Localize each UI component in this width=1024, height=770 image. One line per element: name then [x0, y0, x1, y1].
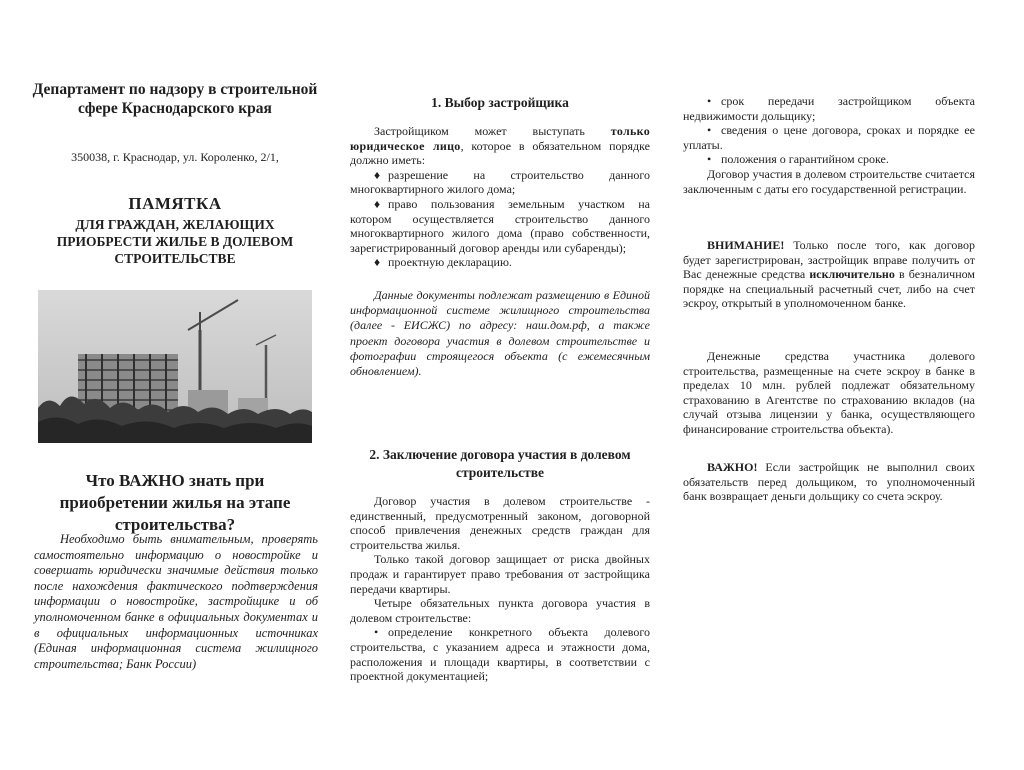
important-heading: Что ВАЖНО знать при приобретении жилья на этапе строительства? [59, 471, 291, 534]
department-address: 350038, г. Краснодар, ул. Короленко, 2/1, [71, 150, 279, 164]
intro-paragraph: Необходимо быть внимательным, проверять самостоятельно информацию о новостройке и совершать юридически значимые действия только после нахождения фактического подтверждения информации о новостройке, застройщике и об уполномоченном банке в официальных документах и в официальных информационных источниках (Единая информационная система жилищного строительства; Банк России) [34, 532, 318, 671]
construction-site-photo [38, 290, 312, 443]
contract-point-deadline: срок передачи застройщиком объекта недвижимости дольщику; [683, 94, 975, 123]
contract-points-intro: Четыре обязательных пункта договора участия в долевом строительстве: [350, 596, 650, 625]
requirement-declaration: проектную декларацию. [388, 255, 512, 270]
attention-text-c: в безналичном порядке на специальный расчетный счет, либо на счет эскроу, открытый в уполномоченном банке. [683, 267, 975, 311]
construction-photo-svg [38, 290, 312, 443]
list-item [350, 255, 650, 270]
section-2-heading: 2. Заключение договора участия в долевом строительстве [369, 447, 631, 480]
dot-bullet-icon: • [707, 94, 712, 108]
contract-point-warranty: положения о гарантийном сроке. [721, 152, 889, 167]
list-item [350, 168, 650, 197]
section-1-body [350, 124, 650, 379]
list-item [683, 94, 975, 123]
contract-definition-paragraph: Договор участия в долевом строительстве - единственный, предусмотренный законом, договорной способ привлечения денежных средств граждан для строительства жилья. [350, 494, 650, 552]
eisjs-note: Данные документы подлежат размещению в Единой информационной системе жилищного строительства (далее - ЕИСЖС) по адресу: наш.дом.рф, а также проект договора участия в долевом строительстве и фотографии строящегося объекта (с ежемесячным обновлением). [350, 287, 650, 378]
contract-point-object: определение конкретного объекта долевого строительства, с указанием адреса и этажности дома, расположения и площади квартиры, в соответствии с проектной документацией; [350, 625, 650, 684]
section-2-body [350, 494, 650, 684]
memo-title: ПАМЯТКА [128, 194, 222, 213]
developer-requirements-paragraph [350, 124, 650, 168]
memo-subtitle: ДЛЯ ГРАЖДАН, ЖЕЛАЮЩИХ ПРИОБРЕСТИ ЖИЛЬЕ В ДОЛЕВОМ СТРОИТЕЛЬСТВЕ [56, 217, 294, 266]
important-paragraph [683, 460, 975, 504]
dot-bullet-icon: • [707, 152, 712, 167]
diamond-bullet-icon: ♦ [374, 167, 381, 182]
dot-bullet-icon: • [707, 123, 712, 138]
attention-text-a: Только после того, как договор будет зарегистрирован, застройщик вправе получить от Вас денежные средства [683, 238, 975, 282]
requirement-land-rights: право пользования земельным участком на котором осуществляется строительство данного многоквартирного жилого дома (право собственности, зарегистрированный договор аренды или субаренды); [350, 196, 650, 255]
important-text: Если застройщик не выполнил своих обязательств перед дольщиком, то уполномоченный банк возвращает деньги дольщику со счета эскроу. [683, 460, 975, 504]
contract-points-continued [683, 94, 975, 196]
registration-paragraph: Договор участия в долевом строительстве считается заключенным с даты его государственной регистрации. [683, 166, 975, 196]
department-name: Департамент по надзору в строительной сфере Краснодарского края [32, 81, 318, 117]
diamond-bullet-icon: ♦ [374, 196, 381, 211]
requirement-permit: разрешение на строительство данного многоквартирного жилого дома; [350, 167, 650, 197]
attention-paragraph [683, 238, 975, 311]
list-item [683, 152, 975, 167]
section-1-heading: 1. Выбор застройщика [431, 95, 569, 110]
legal-entity-emphasis: только юридическое лицо [350, 124, 650, 153]
diamond-bullet-icon: ♦ [374, 255, 381, 270]
dot-bullet-icon: • [374, 625, 379, 640]
list-item [350, 625, 650, 683]
developer-requirements-text-c: , которое в обязательном порядке должно иметь: [350, 138, 650, 168]
contract-protection-paragraph: Только такой договор защищает от риска двойных продаж и гарантирует право требования от застройщика передачи квартиры. [350, 552, 650, 596]
list-item [683, 123, 975, 152]
insurance-paragraph: Денежные средства участника долевого строительства, размещенные на счете эскроу в банке в пределах 10 млн. рублей подлежат обязательному страхованию в Агентстве по страхованию вкладов (на случай отзыва лицензии у банка, осуществляющего финансирование строительства объекта). [683, 349, 975, 436]
list-item [350, 197, 650, 255]
important-label: ВАЖНО! [707, 460, 758, 474]
contract-point-price: сведения о цене договора, сроках и порядке ее уплаты. [683, 123, 975, 152]
developer-requirements-text-a: Застройщиком может выступать [374, 124, 611, 138]
attention-label: ВНИМАНИЕ! [707, 238, 785, 252]
exclusively-emphasis: исключительно [809, 267, 895, 282]
